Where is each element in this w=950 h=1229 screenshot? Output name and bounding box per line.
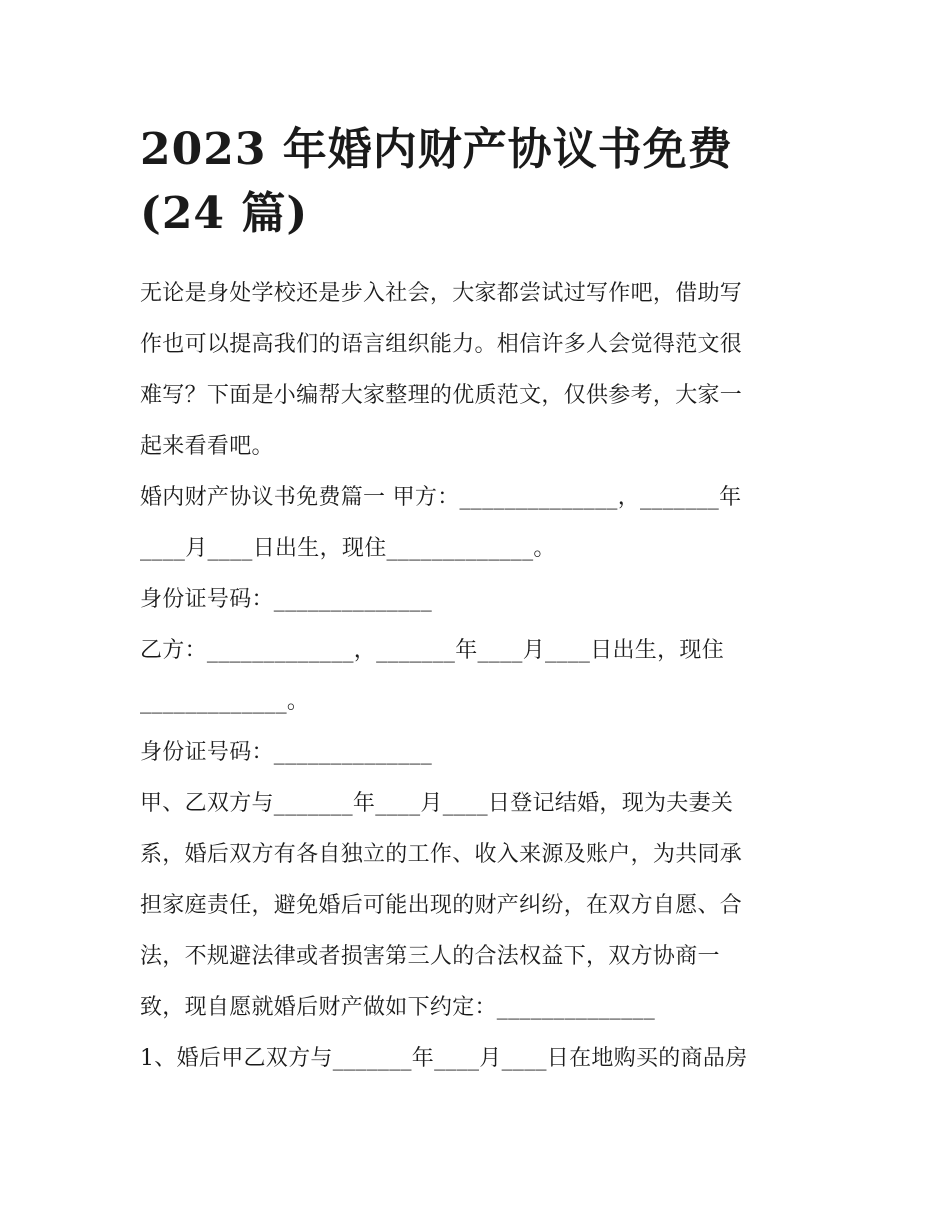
party-b-id [140,727,820,778]
body-line: 乙方：_____________，_______年____月____日出生，现住 [140,638,725,663]
body-line: 致，现自愿就婚后财产做如下约定：______________ [140,995,656,1020]
body-line: 身份证号码：______________ [140,587,433,612]
party-a-info [140,472,820,574]
body-line: 婚内财产协议书免费篇一 甲方：______________，_______年 [140,485,742,510]
body-line: 担家庭责任，避免婚后可能出现的财产纠纷，在双方自愿、合 [140,893,743,918]
body-line: _____________。 [140,689,310,714]
body-line: ____月____日出生，现住_____________。 [140,536,556,561]
intro-line: 起来看看吧。 [140,434,274,459]
intro-line: 难写？下面是小编帮大家整理的优质范文，仅供参考，大家一 [140,383,743,408]
intro-paragraph [140,268,820,472]
intro-line: 无论是身处学校还是步入社会，大家都尝试过写作吧，借助写 [140,281,743,306]
document-page [140,118,820,1084]
title-line: 2023 年婚内财产协议书免费 [140,124,733,175]
body-line: 法，不规避法律或者损害第三人的合法权益下，双方协商一 [140,944,720,969]
party-a-id [140,574,820,625]
clause-1 [140,1033,820,1084]
intro-line: 作也可以提高我们的语言组织能力。相信许多人会觉得范文很 [140,332,743,357]
body-line: 身份证号码：______________ [140,740,433,765]
body-line: 系，婚后双方有各自独立的工作、收入来源及账户，为共同承 [140,842,743,867]
party-b-info [140,625,820,727]
title-line: (24 篇) [140,188,309,239]
agreement-preamble [140,778,820,1033]
document-title [140,118,820,246]
body-line: 1、婚后甲乙双方与_______年____月____日在地购买的商品房 [140,1046,748,1071]
body-line: 甲、乙双方与_______年____月____日登记结婚，现为夫妻关 [140,791,734,816]
